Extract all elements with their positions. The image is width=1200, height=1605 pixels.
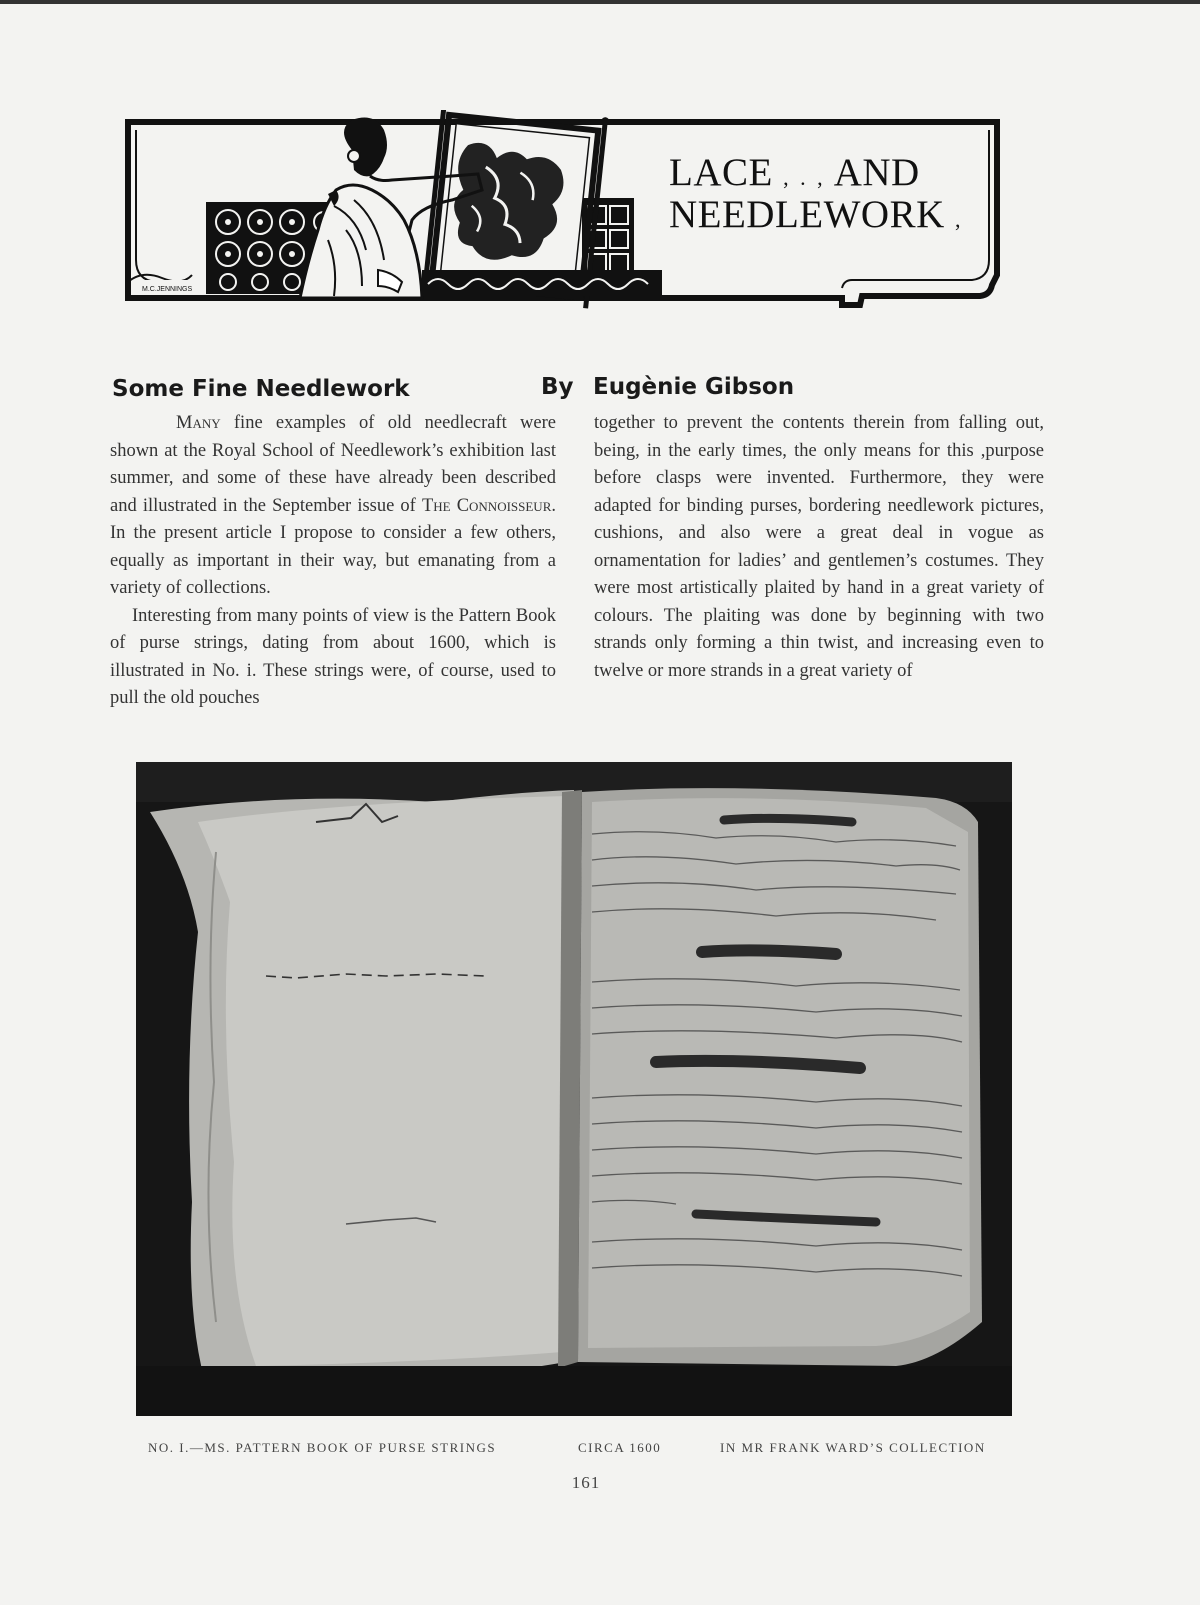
- title-ornament: , . ,: [783, 165, 826, 190]
- caption-title: NO. I.—MS. PATTERN BOOK OF PURSE STRINGS: [148, 1440, 497, 1455]
- section-title: [669, 152, 964, 236]
- article-heading: [112, 372, 824, 406]
- section-title-and: AND: [833, 151, 920, 194]
- paragraph-3: together to prevent the contents therein from falling out, being, in the early times, the only means for this ,purpose before clasps were invented. Furthermore, they were adapted for binding purses, bordering needlework pictures, cushions, and also were a great deal in vogue as ornamentation for ladies’ and gentlemen’s costumes. They were most artistically plaited by hand in a great variety of colours. The plaiting was done by beginning with two strands only forming a thin twist, and increasing even to twelve or more strands in a great variety of: [594, 413, 1044, 681]
- top-rule: [0, 0, 1200, 4]
- paragraph-2: Interesting from many points of view is the Pattern Book of purse strings, dating from about 1600, which is illustrated in No. i. These strings were, of course, used to pull the old pouches: [110, 605, 556, 708]
- article-title: Some Fine Needlework: [112, 376, 410, 402]
- open-book-image: [136, 762, 1012, 1416]
- section-title-line-1: [669, 152, 964, 194]
- journal-name: The Connoisseur: [421, 495, 552, 516]
- paragraph-1-text-a: fine examples of old needlecraft were shown at the Royal School of Needlework’s exhibition last summer, and some of these have already been described and illustrated in the September issue of: [110, 413, 556, 516]
- title-ornament-end: ,: [955, 207, 964, 233]
- right-column: [594, 410, 1044, 685]
- caption-date: CIRCA 1600: [578, 1440, 662, 1455]
- pattern-book-photo: [136, 762, 1012, 1416]
- artist-signature: M.C.JENNINGS: [142, 286, 193, 293]
- paragraph-1: [110, 410, 556, 603]
- lead-word: Many: [176, 413, 221, 433]
- byline-prefix: By: [541, 374, 574, 400]
- section-title-line-2: [669, 194, 964, 236]
- section-title-lace: LACE: [669, 151, 773, 194]
- header-banner: [122, 110, 1030, 320]
- section-title-needlework: NEEDLEWORK: [669, 193, 945, 237]
- left-column: [110, 410, 556, 713]
- page-number: 161: [571, 1473, 601, 1492]
- article-author: Eugènie Gibson: [593, 374, 795, 400]
- paragraph-1-text-b: . In the present article I propose to consider a few others, equally as important in their way, but emanating from a variety of collections.: [110, 495, 556, 598]
- caption-collection: IN MR FRANK WARD’S COLLECTION: [720, 1440, 986, 1455]
- figure-caption: [148, 1440, 1008, 1460]
